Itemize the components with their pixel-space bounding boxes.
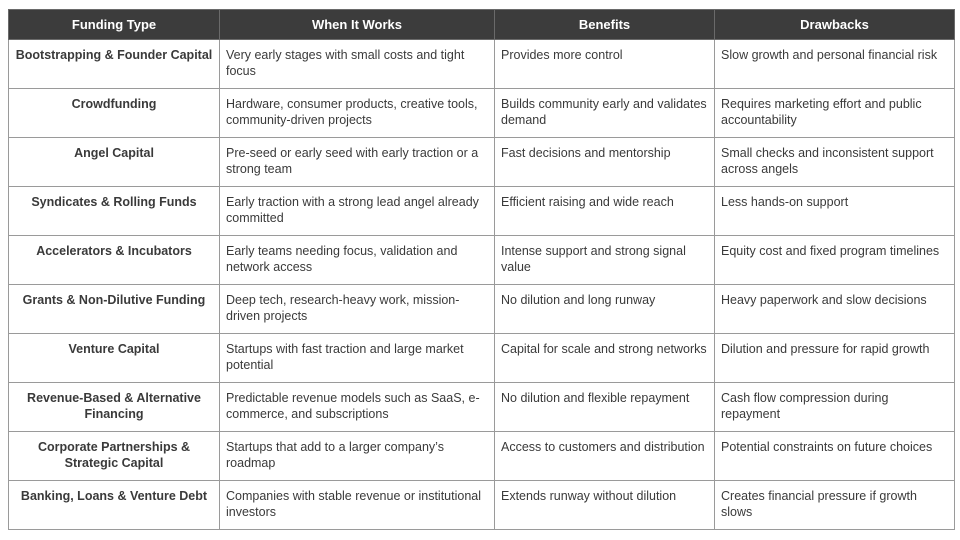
when-it-works-cell: Very early stages with small costs and tight focus — [220, 40, 495, 89]
benefits-cell: Access to customers and distribution — [495, 432, 715, 481]
when-it-works-cell: Startups that add to a larger company’s roadmap — [220, 432, 495, 481]
when-it-works-cell: Early teams needing focus, validation and network access — [220, 236, 495, 285]
funding-type-cell: Syndicates & Rolling Funds — [9, 187, 220, 236]
funding-type-cell: Venture Capital — [9, 334, 220, 383]
benefits-cell: Builds community early and validates demand — [495, 89, 715, 138]
funding-type-cell: Corporate Partnerships & Strategic Capital — [9, 432, 220, 481]
table-row — [9, 285, 955, 334]
drawbacks-cell: Less hands-on support — [715, 187, 955, 236]
when-it-works-cell: Pre-seed or early seed with early traction or a strong team — [220, 138, 495, 187]
drawbacks-cell: Equity cost and fixed program timelines — [715, 236, 955, 285]
table-row — [9, 40, 955, 89]
header-when-it-works: When It Works — [220, 10, 495, 40]
header-drawbacks: Drawbacks — [715, 10, 955, 40]
table-row — [9, 432, 955, 481]
table-row — [9, 138, 955, 187]
when-it-works-cell: Early traction with a strong lead angel already committed — [220, 187, 495, 236]
benefits-cell: No dilution and long runway — [495, 285, 715, 334]
funding-type-cell: Crowdfunding — [9, 89, 220, 138]
table-row — [9, 236, 955, 285]
when-it-works-cell: Companies with stable revenue or institutional investors — [220, 481, 495, 530]
benefits-cell: Efficient raising and wide reach — [495, 187, 715, 236]
drawbacks-cell: Slow growth and personal financial risk — [715, 40, 955, 89]
benefits-cell: Fast decisions and mentorship — [495, 138, 715, 187]
header-benefits: Benefits — [495, 10, 715, 40]
when-it-works-cell: Hardware, consumer products, creative tools, community-driven projects — [220, 89, 495, 138]
funding-type-cell: Banking, Loans & Venture Debt — [9, 481, 220, 530]
when-it-works-cell: Predictable revenue models such as SaaS, e-commerce, and subscriptions — [220, 383, 495, 432]
benefits-cell: Intense support and strong signal value — [495, 236, 715, 285]
funding-type-cell: Accelerators & Incubators — [9, 236, 220, 285]
drawbacks-cell: Cash flow compression during repayment — [715, 383, 955, 432]
benefits-cell: Provides more control — [495, 40, 715, 89]
drawbacks-cell: Creates financial pressure if growth slows — [715, 481, 955, 530]
table-body — [9, 40, 955, 530]
table-row — [9, 481, 955, 530]
drawbacks-cell: Small checks and inconsistent support across angels — [715, 138, 955, 187]
funding-type-cell: Grants & Non-Dilutive Funding — [9, 285, 220, 334]
funding-type-cell: Bootstrapping & Founder Capital — [9, 40, 220, 89]
drawbacks-cell: Potential constraints on future choices — [715, 432, 955, 481]
drawbacks-cell: Heavy paperwork and slow decisions — [715, 285, 955, 334]
drawbacks-cell: Requires marketing effort and public accountability — [715, 89, 955, 138]
funding-type-cell: Revenue-Based & Alternative Financing — [9, 383, 220, 432]
benefits-cell: No dilution and flexible repayment — [495, 383, 715, 432]
header-row — [9, 10, 955, 40]
benefits-cell: Extends runway without dilution — [495, 481, 715, 530]
funding-type-cell: Angel Capital — [9, 138, 220, 187]
funding-table-container — [8, 9, 954, 530]
benefits-cell: Capital for scale and strong networks — [495, 334, 715, 383]
funding-comparison-table — [8, 9, 955, 530]
table-row — [9, 334, 955, 383]
when-it-works-cell: Deep tech, research-heavy work, mission-driven projects — [220, 285, 495, 334]
table-row — [9, 187, 955, 236]
header-funding-type: Funding Type — [9, 10, 220, 40]
table-row — [9, 89, 955, 138]
table-row — [9, 383, 955, 432]
drawbacks-cell: Dilution and pressure for rapid growth — [715, 334, 955, 383]
when-it-works-cell: Startups with fast traction and large market potential — [220, 334, 495, 383]
